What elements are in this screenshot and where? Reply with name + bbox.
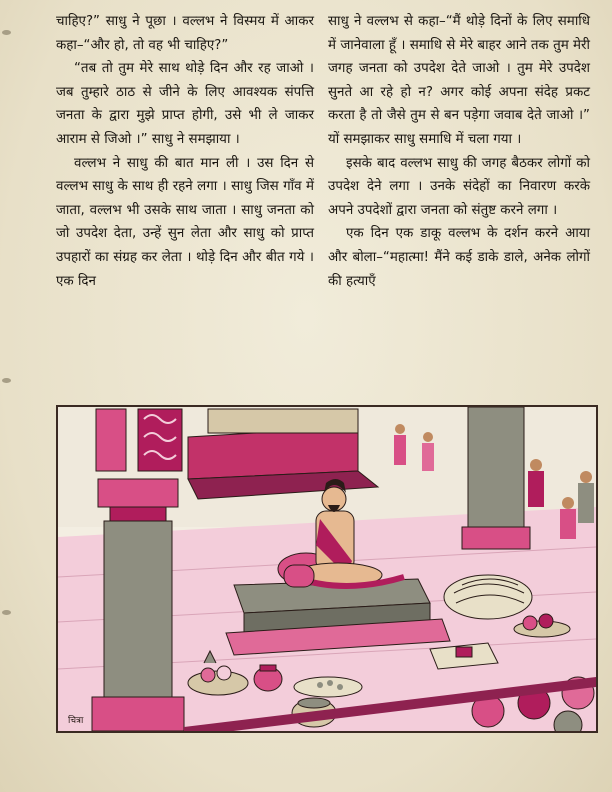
bolster-cushion — [284, 565, 314, 587]
background-figure — [394, 424, 406, 465]
ornamental-panel — [96, 409, 126, 471]
paragraph: वल्लभ ने साधु की बात मान ली । उस दिन से वल्लभ साधु के साथ ही रहने लगा । साधु जिस गाँव में जाता, वल्लभ भी उसके साथ जाता । साधु जनता को जो उपदेश देता, उन्हें सुन लेता और साधु को प्राप्त उपहारों का संग्रह कर लेता । थोड़े दिन और बीत गये । एक दिन — [56, 155, 314, 289]
paragraph: साधु ने वल्लभ से कहा–“मैं थोड़े दिनों के लिए समाधि में जानेवाला हूँ । समाधि से मेरे बाहर आने तक तुम मेरी जगह जनता को उपदेश देते जाओ । तुम मेरे उपदेश सुनते आ रहे हो न? अगर कोई अपना संदेह प्रकट करता है तो जैसे तुम से बन पड़ेगा जवाब देते जाओ ।” यों समझाकर साधु समाधि में चला गया । — [328, 14, 590, 147]
paragraph: “तब तो तुम मेरे साथ थोड़े दिन और रह जाओ । जब तुम्हारे ठाठ से जीने के लिए आवश्यक संपत्ति जनता के द्वारा मुझे प्राप्त होगी, उसे भी ले जाकर आराम से जिओ ।” साधु ने समझाया । — [56, 61, 314, 147]
pillar-capital — [98, 479, 178, 507]
offering-box — [456, 647, 472, 657]
binding-hole — [2, 30, 11, 35]
artist-signature: चित्रा — [68, 716, 84, 726]
paragraph: इसके बाद वल्लभ साधु की जगह बैठकर लोगों को उपदेश देने लगा । उनके संदेहों का निवारण करके अपने उपदेशों द्वारा जनता को संतुष्ट करने लगा । — [328, 155, 590, 218]
coin-offering — [294, 677, 362, 697]
left-text-column — [56, 10, 314, 293]
background-figure — [422, 432, 434, 471]
paragraph: चाहिए?” साधु ने पूछा । वल्लभ ने विस्मय में आकर कहा–“और हो, तो वह भी चाहिए?” — [56, 14, 314, 53]
paragraph: एक दिन एक डाकू वल्लभ के दर्शन करने आया और बोला–“महात्मा! मैंने कई डाके डाले, अनेक लोगों की हत्याएँ — [328, 226, 590, 289]
banana-bunch — [444, 575, 532, 619]
temple-pillar — [468, 407, 524, 527]
binding-hole — [2, 610, 11, 615]
binding-hole — [2, 378, 11, 383]
pillar-base — [92, 697, 184, 731]
pillar-ring — [110, 507, 166, 521]
story-illustration — [56, 405, 598, 733]
temple-pillar — [104, 521, 172, 701]
pillar-base — [462, 527, 530, 549]
dais-railing — [208, 409, 358, 433]
right-text-column — [328, 10, 590, 293]
